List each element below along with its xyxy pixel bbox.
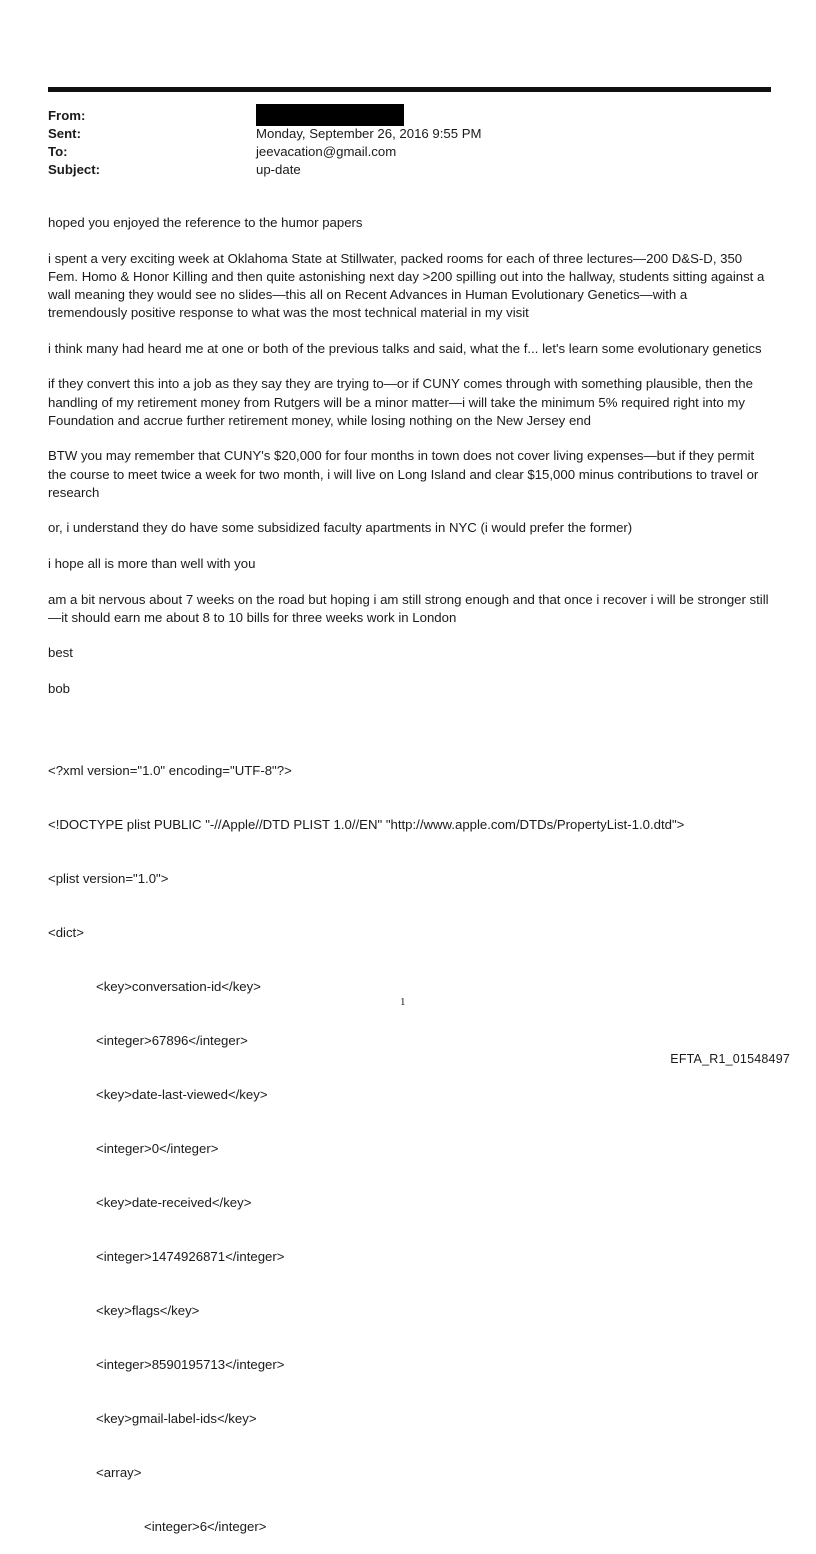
subject-value: up-date [256,162,301,177]
redacted-sender [256,104,404,126]
xml-line: <key>gmail-label-ids</key> [96,1411,257,1426]
xml-line: <key>date-received</key> [96,1195,252,1210]
to-label: To: [48,144,68,159]
body-paragraph: hoped you enjoyed the reference to the humor papers [48,215,363,230]
to-value: jeevacation@gmail.com [256,144,397,159]
xml-line: <array> [96,1465,142,1480]
page-number: 1 [400,996,406,1008]
sent-label: Sent: [48,126,81,141]
body-paragraph: i think many had heard me at one or both of the previous talks and said, what the f... let's learn some evolutionary genetics [48,340,762,356]
xml-line: <integer>67896</integer> [96,1033,248,1048]
xml-line: <!DOCTYPE plist PUBLIC "-//Apple//DTD PLIST 1.0//EN" "http://www.apple.com/DTDs/PropertyList-1.0.dtd"> [48,817,685,832]
document-id: EFTA_R1_01548497 [670,1052,790,1066]
sent-value: Monday, September 26, 2016 9:55 PM [256,126,482,141]
xml-line: <integer>0</integer> [96,1141,219,1156]
xml-line: <key>flags</key> [96,1303,200,1318]
xml-line: <key>date-last-viewed</key> [96,1087,268,1102]
header-rule [48,87,771,92]
plist-xml [48,726,770,1554]
email-body [48,214,770,698]
xml-line: <?xml version="1.0" encoding="UTF-8"?> [48,763,292,778]
body-paragraph: best [48,645,73,661]
body-paragraph: am a bit nervous about 7 weeks on the road but hoping i am still strong enough and that once i recover i will be stronger still—it should earn me about 8 to 10 bills for three weeks work in London [48,591,769,625]
xml-line: <plist version="1.0"> [48,871,169,886]
xml-line: <integer>1474926871</integer> [96,1249,285,1264]
body-paragraph: i hope all is more than well with you [48,555,256,571]
xml-line: <integer>8590195713</integer> [96,1357,285,1372]
body-paragraph: BTW you may remember that CUNY's $20,000 for four months in town does not cover living expenses—but if they permit the course to meet twice a week for two month, i will live on Long Island and clear $15,000 minus contributions to travel or research [48,448,759,500]
subject-label: Subject: [48,162,101,177]
body-paragraph: if they convert this into a job as they say they are trying to—or if CUNY comes through with something plausible, then the handling of my retirement money from Rutgers will be a minor matter—i will take the minimum 5% required right into my Foundation and accrue further retirement money, while losing nothing on the New Jersey end [48,376,753,428]
from-label: From: [48,108,86,123]
xml-line: <dict> [48,925,84,940]
xml-line: <integer>6</integer> [144,1519,267,1534]
body-paragraph: i spent a very exciting week at Oklahoma State at Stillwater, packed rooms for each of three lectures—200 D&S-D, 350 Fem. Homo & Honor Killing and then quite astonishing next day >200 spilling out into the hallway, students sitting against a wall meaning they would see no slides—this all on Recent Advances in Human Evolutionary Genetics—with a tremendously positive response to what was the most technical material in my visit [48,250,765,321]
signature: bob [48,680,71,696]
xml-line: <key>conversation-id</key> [96,979,261,994]
body-paragraph: or, i understand they do have some subsidized faculty apartments in NYC (i would prefer the former) [48,520,633,536]
